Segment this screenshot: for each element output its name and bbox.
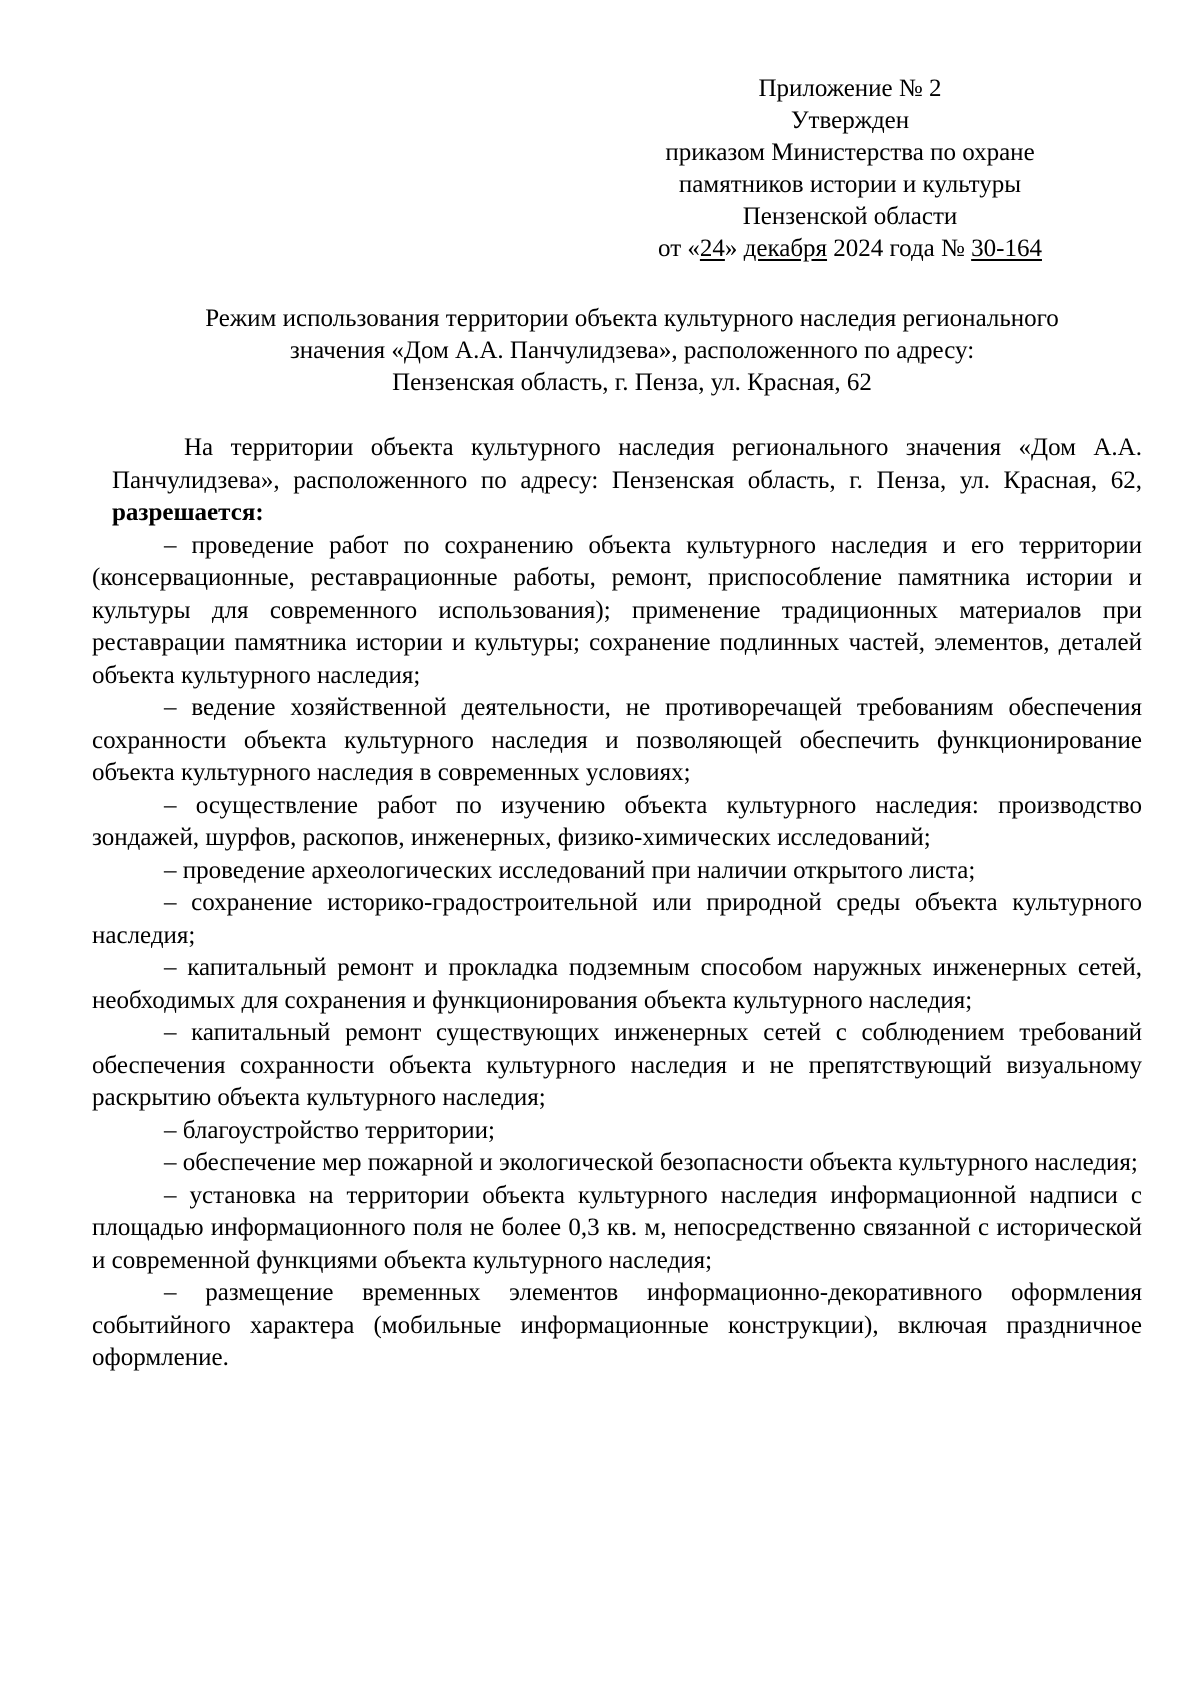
title-line-1: Режим использования территории объекта культурного наследия регионального (205, 305, 1059, 332)
list-item: – капитальный ремонт существующих инженерных сетей с соблюдением требований обеспечения сохранности объекта культурного наследия и не препятствующий визуальному раскрытию объекта культурного наследия; (92, 1019, 1142, 1111)
document-body (92, 432, 1142, 1375)
list-item: – ведение хозяйственной деятельности, не противоречащей требованиям обеспечения сохранности объекта культурного наследия и позволяющей обеспечить функционирование объекта культурного наследия в современных условиях; (92, 694, 1142, 786)
date-prefix: от « (658, 235, 700, 262)
intro-text: На территории объекта культурного наследия регионального значения «Дом А.А. Панчулидзева», расположенного по адресу: Пензенская область, г. Пенза, ул. Красная, 62, (112, 434, 1142, 494)
list-item: – размещение временных элементов информационно-декоративного оформления событийного характера (мобильные информационные конструкции), включая праздничное оформление. (92, 1279, 1142, 1371)
title-line-2: значения «Дом А.А. Панчулидзева», расположенного по адресу: (289, 337, 975, 364)
approved-label: Утвержден (790, 107, 910, 134)
intro-paragraph (112, 432, 1142, 530)
document-title (92, 303, 1172, 399)
approval-order-line: приказом Министерства по охране (665, 139, 1035, 166)
approval-date-line (580, 233, 1120, 265)
approval-region-line: Пензенской области (742, 203, 958, 230)
order-number: 30-164 (971, 235, 1042, 262)
appendix-number: Приложение № 2 (758, 75, 942, 102)
list-item: – сохранение историко-градостроительной или природной среды объекта культурного наследия; (92, 889, 1142, 949)
list-item: – проведение археологических исследований при наличии открытого листа; (164, 856, 976, 884)
approval-block (580, 73, 1120, 265)
date-year: 2024 года № (827, 235, 972, 262)
approval-ministry-line: памятников истории и культуры (678, 171, 1022, 198)
title-line-3: Пензенская область, г. Пенза, ул. Красная, 62 (392, 369, 872, 396)
list-item: – установка на территории объекта культурного наследия информационной надписи с площадью информационного поля не более 0,3 кв. м, непосредственно связанной с исторической и современной функциями объекта культурного наследия; (92, 1181, 1142, 1274)
date-day: 24 (699, 235, 725, 262)
list-item: – благоустройство территории; (164, 1116, 495, 1144)
list-item: – осуществление работ по изучению объекта культурного наследия: производство зондажей, шурфов, раскопов, инженерных, физико-химических исследований; (92, 791, 1142, 851)
list-item: – проведение работ по сохранению объекта культурного наследия и его территории (консервационные, реставрационные работы, ремонт, приспособление памятника истории и культуры для современного использования); применение традиционных материалов при реставрации памятника истории и культуры; сохранение подлинных частей, элементов, деталей объекта культурного наследия; (92, 531, 1142, 689)
intro-emphasis: разрешается: (112, 499, 264, 526)
list-item: – обеспечение мер пожарной и экологической безопасности объекта культурного наследия; (164, 1149, 1138, 1176)
date-mid: » (724, 235, 744, 262)
list-item: – капитальный ремонт и прокладка подземным способом наружных инженерных сетей, необходимых для сохранения и функционирования объекта культурного наследия; (92, 954, 1142, 1014)
date-month: декабря (743, 235, 828, 262)
